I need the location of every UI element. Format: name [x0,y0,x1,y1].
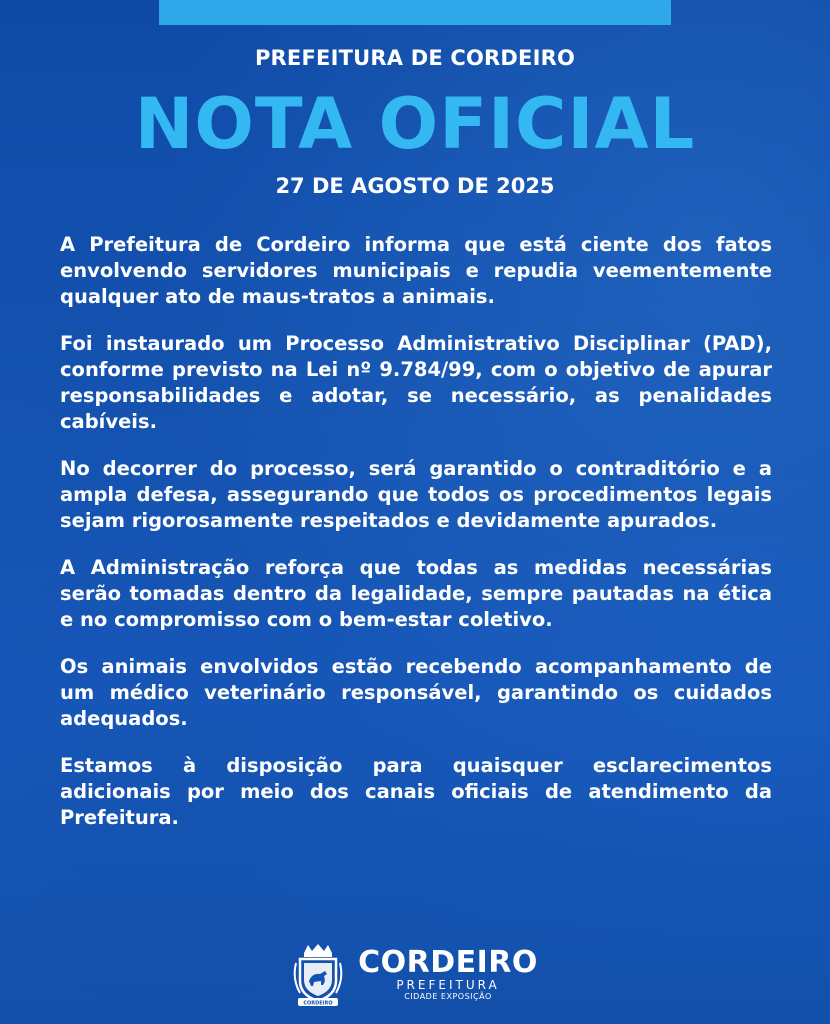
notice-body [60,232,772,852]
municipal-coat-of-arms-icon [292,943,344,1007]
brand-tagline: CIDADE EXPOSIÇÃO [404,992,492,1001]
publication-date: 27 DE AGOSTO DE 2025 [275,174,555,198]
brand-name: CORDEIRO [358,945,538,980]
crest-ribbon-text: CORDEIRO [303,1000,333,1007]
paragraph-1: A Prefeitura de Cordeiro informa que está ciente dos fatos envolvendo servidores municipais e repudia veementemente qualquer ato de maus-tratos a animais. [60,233,772,308]
top-accent-bar [159,0,671,25]
paragraph-5: Os animais envolvidos estão recebendo acompanhamento de um médico veterinário responsável, garantindo os cuidados adequados. [60,655,772,730]
paragraph-2: Foi instaurado um Processo Administrativo Disciplinar (PAD), conforme previsto na Lei nº 9.784/99, com o objetivo de apurar responsabilidades e adotar, se necessário, as penalidades cabíveis. [60,332,772,433]
brand-wordmark [358,945,538,1002]
organization-name: PREFEITURA DE CORDEIRO [254,46,576,70]
paragraph-6: Estamos à disposição para quaisquer esclarecimentos adicionais por meio dos canais oficiais de atendimento da Prefeitura. [60,754,772,829]
paragraph-4: A Administração reforça que todas as medidas necessárias serão tomadas dentro da legalidade, sempre pautadas na ética e no compromisso com o bem-estar coletivo. [60,556,772,631]
brand-subtitle: PREFEITURA [396,978,500,992]
page-title: NOTA OFICIAL [134,83,696,165]
paragraph-3: No decorrer do processo, será garantido o contraditório e a ampla defesa, assegurando que todos os procedimentos legais sejam rigorosamente respeitados e devidamente apurados. [60,457,772,532]
footer-logo [0,940,830,1010]
